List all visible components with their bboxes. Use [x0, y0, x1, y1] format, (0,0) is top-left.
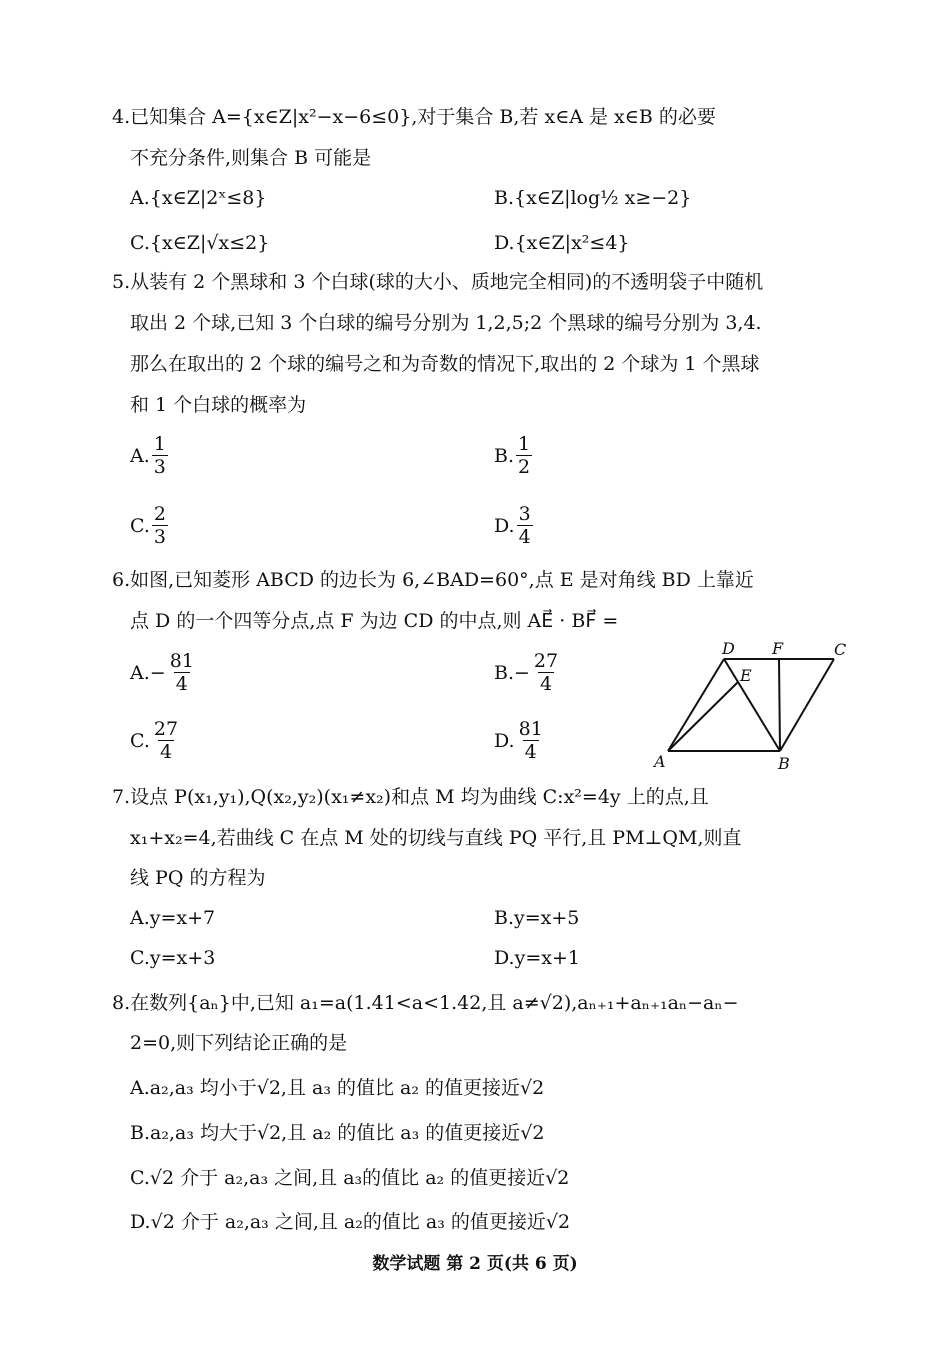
option-label: B.− — [494, 661, 530, 684]
q5-stem-line3: 那么在取出的 2 个球的编号之和为奇数的情况下,取出的 2 个球为 1 个黑球 — [130, 353, 760, 375]
q4-option-d: D.{x∈Z|x²≤4} — [494, 232, 630, 254]
option-label: C. — [130, 729, 150, 752]
option-label: A.− — [130, 661, 166, 684]
q8-option-d: D.√2 介于 a₂,a₃ 之间,且 a₂的值比 a₃ 的值更接近√2 — [130, 1211, 571, 1233]
numerator: 1 — [153, 433, 166, 455]
fraction — [152, 718, 180, 763]
q8-option-c: C.√2 介于 a₂,a₃ 之间,且 a₃的值比 a₂ 的值更接近√2 — [130, 1167, 570, 1189]
fraction — [152, 503, 168, 548]
q7-stem-line1: 7.设点 P(x₁,y₁),Q(x₂,y₂)(x₁≠x₂)和点 M 均为曲线 C:x²=4y 上的点,且 — [112, 786, 709, 808]
fraction — [532, 650, 560, 695]
q6-option-a — [130, 650, 196, 695]
segment-bf — [779, 659, 780, 751]
q5-option-a — [130, 433, 168, 478]
label-f: F — [772, 639, 784, 658]
q8-stem-line2: 2=0,则下列结论正确的是 — [130, 1032, 348, 1054]
numerator: 2 — [153, 503, 166, 525]
denominator: 4 — [159, 741, 173, 763]
numerator: 81 — [518, 718, 543, 740]
numerator: 27 — [153, 718, 179, 740]
q5-option-b — [494, 433, 532, 478]
edge-bc — [780, 659, 834, 751]
option-label: C. — [130, 514, 150, 537]
q4-option-b: B.{x∈Z|log½ x≥−2} — [494, 187, 692, 209]
rhombus-figure — [650, 635, 850, 775]
option-label: D. — [494, 514, 515, 537]
denominator: 2 — [518, 456, 531, 478]
q8-option-b: B.a₂,a₃ 均大于√2,且 a₂ 的值比 a₃ 的值更接近√2 — [130, 1122, 545, 1144]
label-d: D — [722, 639, 735, 658]
denominator: 4 — [539, 673, 553, 695]
q5-option-d — [494, 503, 533, 548]
label-c: C — [834, 640, 847, 659]
diagonal-bd — [724, 659, 780, 751]
fraction — [517, 503, 533, 548]
q7-option-d: D.y=x+1 — [494, 947, 580, 969]
q5-stem-line1: 5.从装有 2 个黑球和 3 个白球(球的大小、质地完全相同)的不透明袋子中随机 — [112, 271, 764, 293]
denominator: 4 — [175, 673, 188, 695]
q7-option-a: A.y=x+7 — [130, 907, 216, 929]
q5-stem-line4: 和 1 个白球的概率为 — [130, 394, 307, 416]
q7-stem-line3: 线 PQ 的方程为 — [130, 867, 266, 889]
label-a: A — [654, 752, 666, 771]
denominator: 4 — [524, 741, 537, 763]
fraction — [168, 650, 196, 695]
denominator: 3 — [153, 456, 166, 478]
q6-stem-line2: 点 D 的一个四等分点,点 F 为边 CD 的中点,则 AE⃗ · BF⃗ = — [130, 610, 619, 632]
q5-option-c — [130, 503, 168, 548]
q6-option-c — [130, 718, 180, 763]
q7-option-b: B.y=x+5 — [494, 907, 580, 929]
fraction — [516, 433, 532, 478]
numerator: 27 — [533, 650, 559, 672]
q8-stem-line1: 8.在数列{aₙ}中,已知 a₁=a(1.41<a<1.42,且 a≠√2),aₙ₊₁+aₙ₊₁aₙ−aₙ− — [112, 992, 739, 1014]
numerator: 81 — [169, 650, 194, 672]
q4-stem-line2: 不充分条件,则集合 B 可能是 — [130, 147, 372, 169]
numerator: 3 — [518, 503, 531, 525]
label-b: B — [778, 754, 790, 773]
denominator: 3 — [153, 526, 166, 548]
numerator: 1 — [518, 433, 531, 455]
q7-stem-line2: x₁+x₂=4,若曲线 C 在点 M 处的切线与直线 PQ 平行,且 PM⊥QM,则直 — [130, 827, 742, 849]
q6-option-b — [494, 650, 560, 695]
page-footer: 数学试题 第 2 页(共 6 页) — [372, 1254, 578, 1274]
q4-option-c: C.{x∈Z|√x≤2} — [130, 232, 270, 254]
label-e: E — [740, 666, 752, 685]
fraction — [517, 718, 545, 763]
option-label: A. — [130, 444, 150, 467]
fraction — [152, 433, 168, 478]
q5-stem-line2: 取出 2 个球,已知 3 个白球的编号分别为 1,2,5;2 个黑球的编号分别为 3,4. — [130, 312, 762, 334]
q7-option-c: C.y=x+3 — [130, 947, 216, 969]
q4-option-a: A.{x∈Z|2ˣ≤8} — [130, 187, 267, 209]
q8-option-a: A.a₂,a₃ 均小于√2,且 a₃ 的值比 a₂ 的值更接近√2 — [130, 1077, 545, 1099]
denominator: 4 — [518, 526, 531, 548]
option-label: D. — [494, 729, 515, 752]
q6-option-d — [494, 718, 545, 763]
q6-stem-line1: 6.如图,已知菱形 ABCD 的边长为 6,∠BAD=60°,点 E 是对角线 BD 上靠近 — [112, 569, 754, 591]
q4-stem-line1: 4.已知集合 A={x∈Z|x²−x−6≤0},对于集合 B,若 x∈A 是 x∈B 的必要 — [112, 106, 716, 128]
option-label: B. — [494, 444, 515, 467]
